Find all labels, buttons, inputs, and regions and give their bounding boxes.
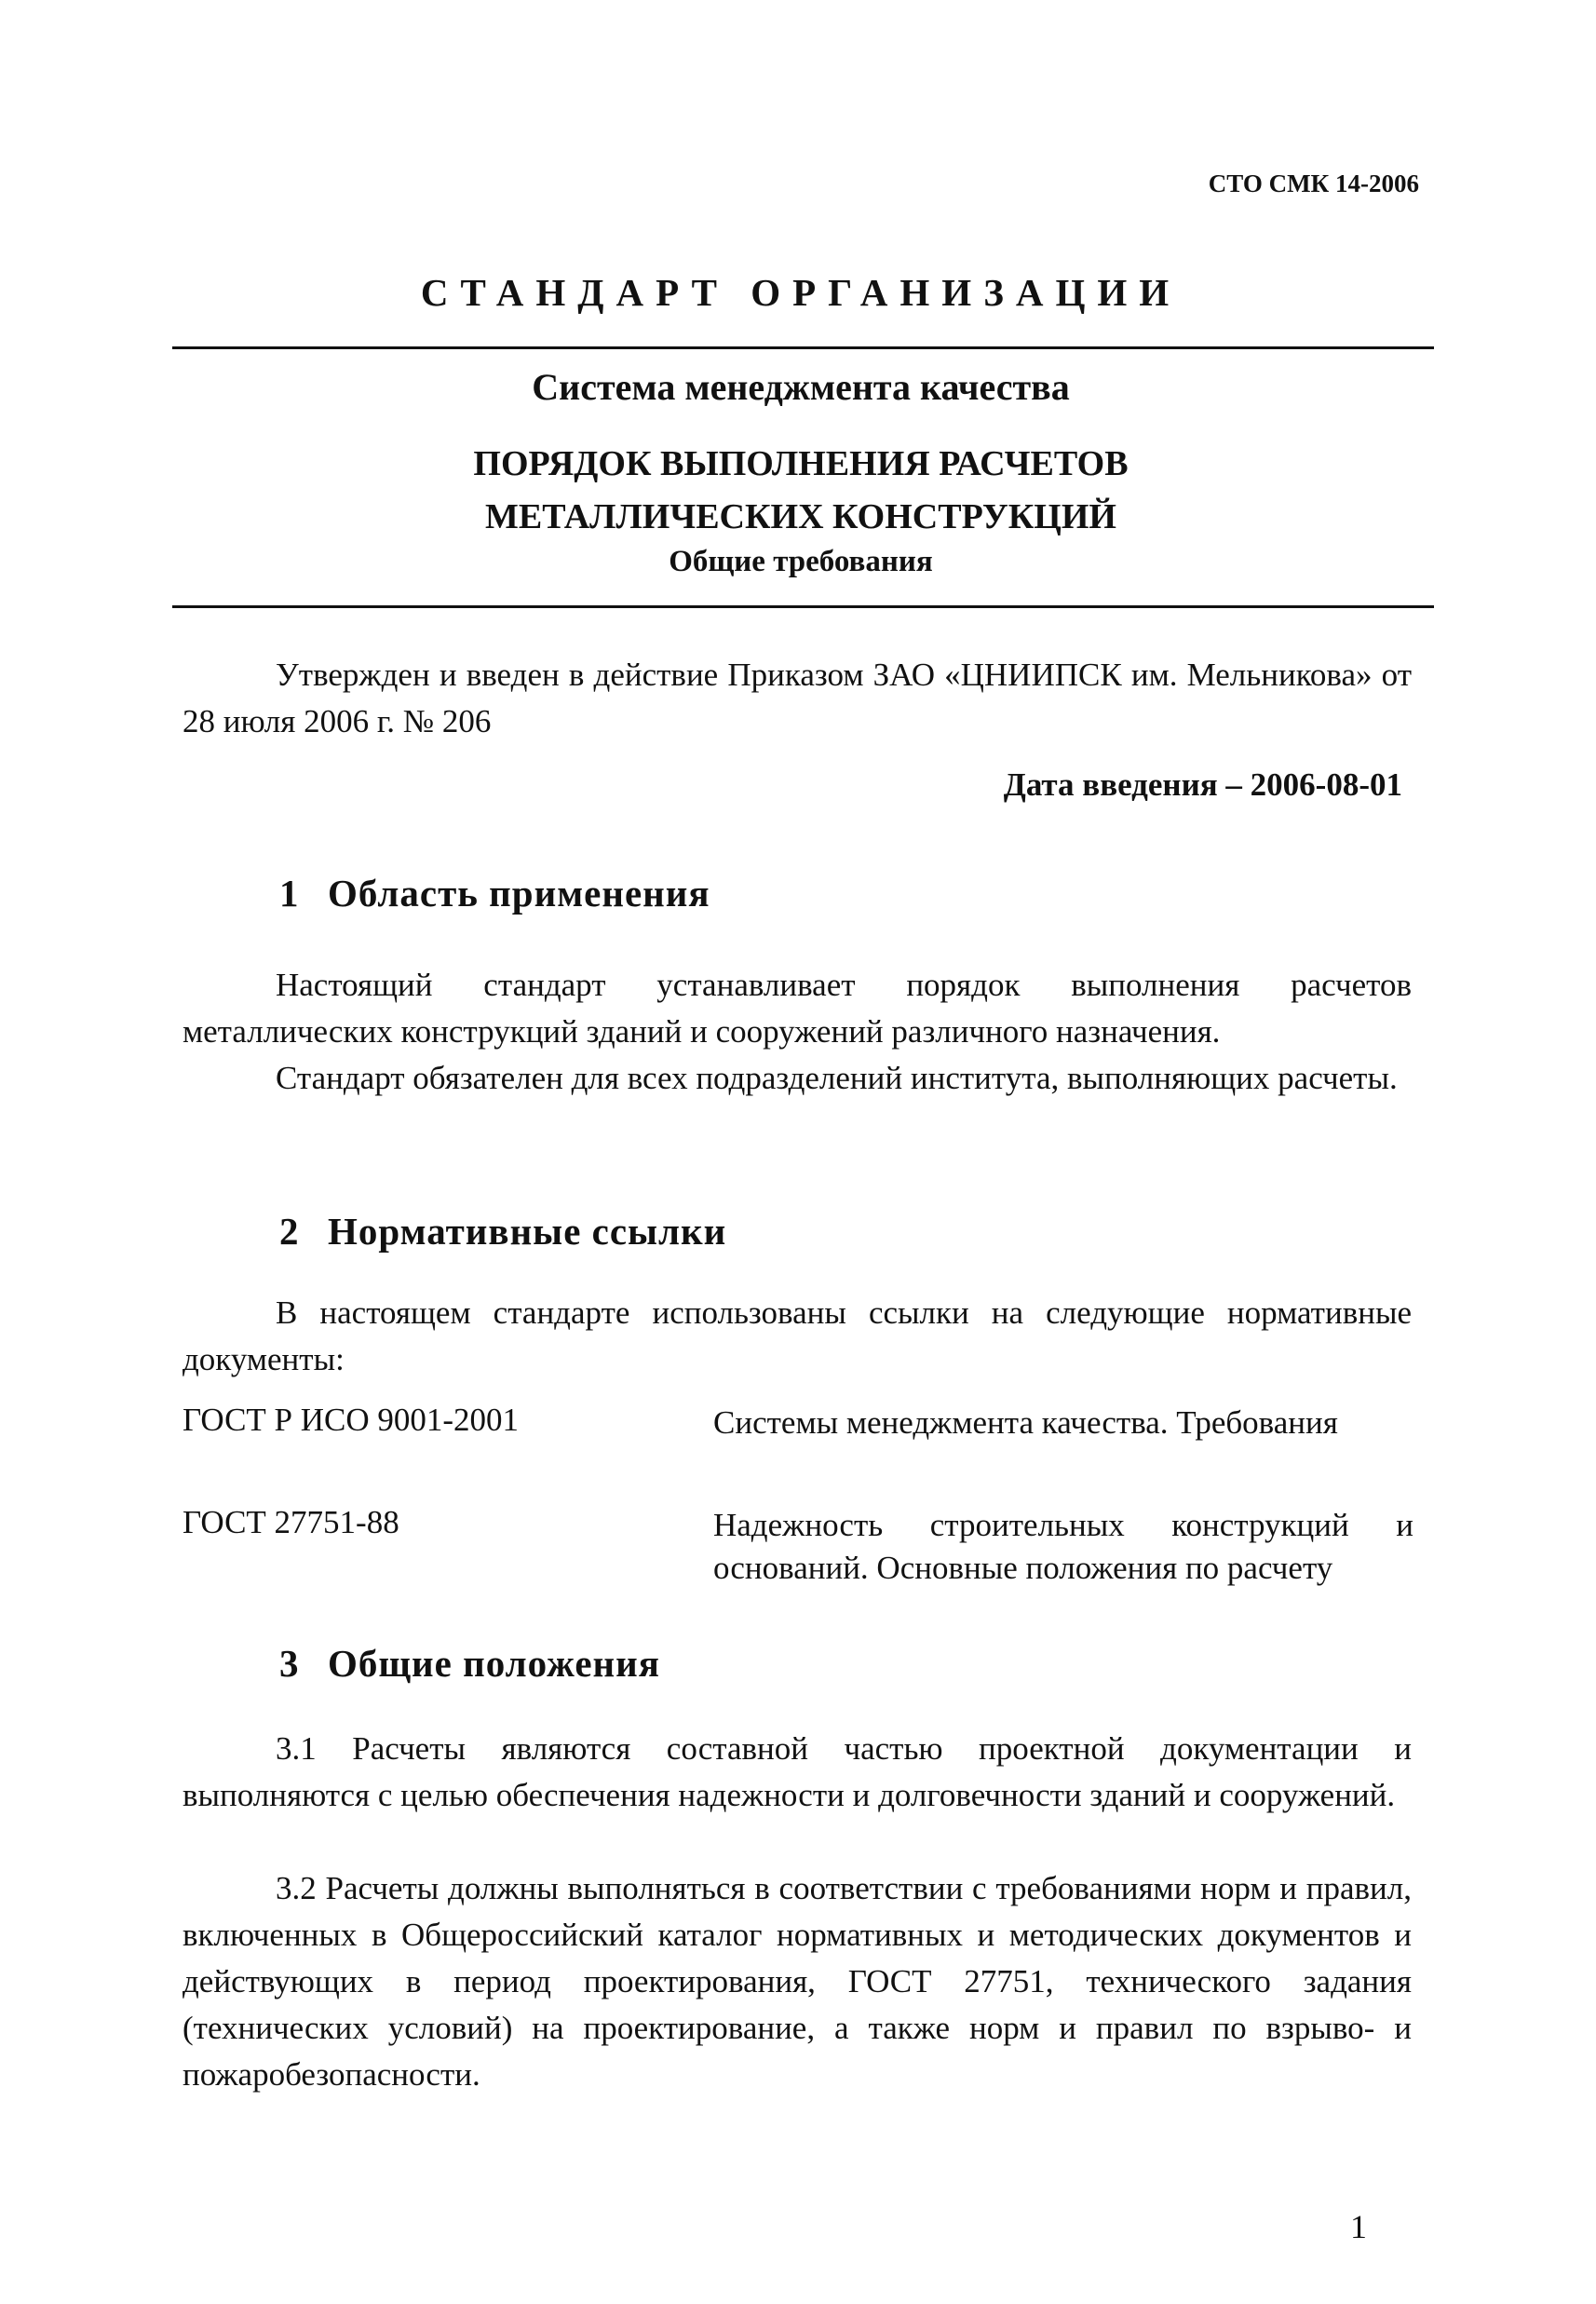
main-title bbox=[168, 438, 1434, 544]
main-title-line-1: ПОРЯДОК ВЫПОЛНЕНИЯ РАСЧЕТОВ bbox=[473, 444, 1129, 483]
section-title: Область применения bbox=[328, 872, 710, 915]
section-number: 3 bbox=[279, 1642, 300, 1685]
section-title: Общие положения bbox=[328, 1642, 660, 1685]
approval-note bbox=[183, 652, 1412, 745]
reference-title: Надежность строительных конструкций и оснований. Основные положения по расчету bbox=[713, 1507, 1413, 1586]
organization-standard-title: СТАНДАРТ ОРГАНИЗАЦИИ bbox=[420, 271, 1182, 314]
document-code: СТО СМК 14-2006 bbox=[1208, 169, 1419, 197]
section-1-paragraph-2: Стандарт обязателен для всех подразделений института, выполняющих расчеты. bbox=[276, 1060, 1398, 1096]
approval-text: Утвержден и введен в действие Приказом ЗАО «ЦНИИПСК им. Мельникова» от 28 июля 2006 г. № 206 bbox=[183, 657, 1412, 739]
section-3-heading bbox=[279, 1641, 660, 1686]
introduction-date: Дата введения – 2006-08-01 bbox=[1003, 766, 1402, 803]
section-1-heading bbox=[279, 871, 710, 915]
page-number: 1 bbox=[1350, 2208, 1367, 2245]
subtitle: Общие требования bbox=[669, 545, 933, 578]
reference-code: ГОСТ Р ИСО 9001-2001 bbox=[183, 1402, 520, 1438]
section-number: 1 bbox=[279, 872, 300, 915]
main-title-line-2: МЕТАЛЛИЧЕСКИХ КОНСТРУКЦИЙ bbox=[485, 497, 1116, 536]
section-number: 2 bbox=[279, 1210, 300, 1253]
system-title: Система менеджмента качества bbox=[532, 366, 1070, 408]
section-3-paragraph-1: 3.1 Расчеты являются составной частью проектной документации и выполняются с целью обеспечения надежности и долговечности зданий и сооружений. bbox=[183, 1730, 1412, 1813]
reference-title: Системы менеджмента качества. Требования bbox=[713, 1404, 1338, 1441]
reference-code: ГОСТ 27751-88 bbox=[183, 1504, 399, 1540]
top-divider bbox=[172, 346, 1434, 349]
section-title: Нормативные ссылки bbox=[328, 1210, 727, 1253]
section-3-paragraph-2: 3.2 Расчеты должны выполняться в соответствии с требованиями норм и правил, включенных в Общероссийский каталог нормативных и методических документов и действующих в период проектирования, ГОСТ 27751, технического задания (технических условий) на проектирование, а также норм и правил по взрыво- и пожаробезопасности. bbox=[183, 1870, 1412, 2093]
section-1-paragraph-1: Настоящий стандарт устанавливает порядок выполнения расчетов металлических конструкций зданий и сооружений различного назначения. bbox=[183, 967, 1412, 1050]
section-2-heading bbox=[279, 1209, 726, 1254]
bottom-divider bbox=[172, 605, 1434, 608]
section-2-paragraph-1: В настоящем стандарте использованы ссылки на следующие нормативные документы: bbox=[183, 1294, 1412, 1377]
